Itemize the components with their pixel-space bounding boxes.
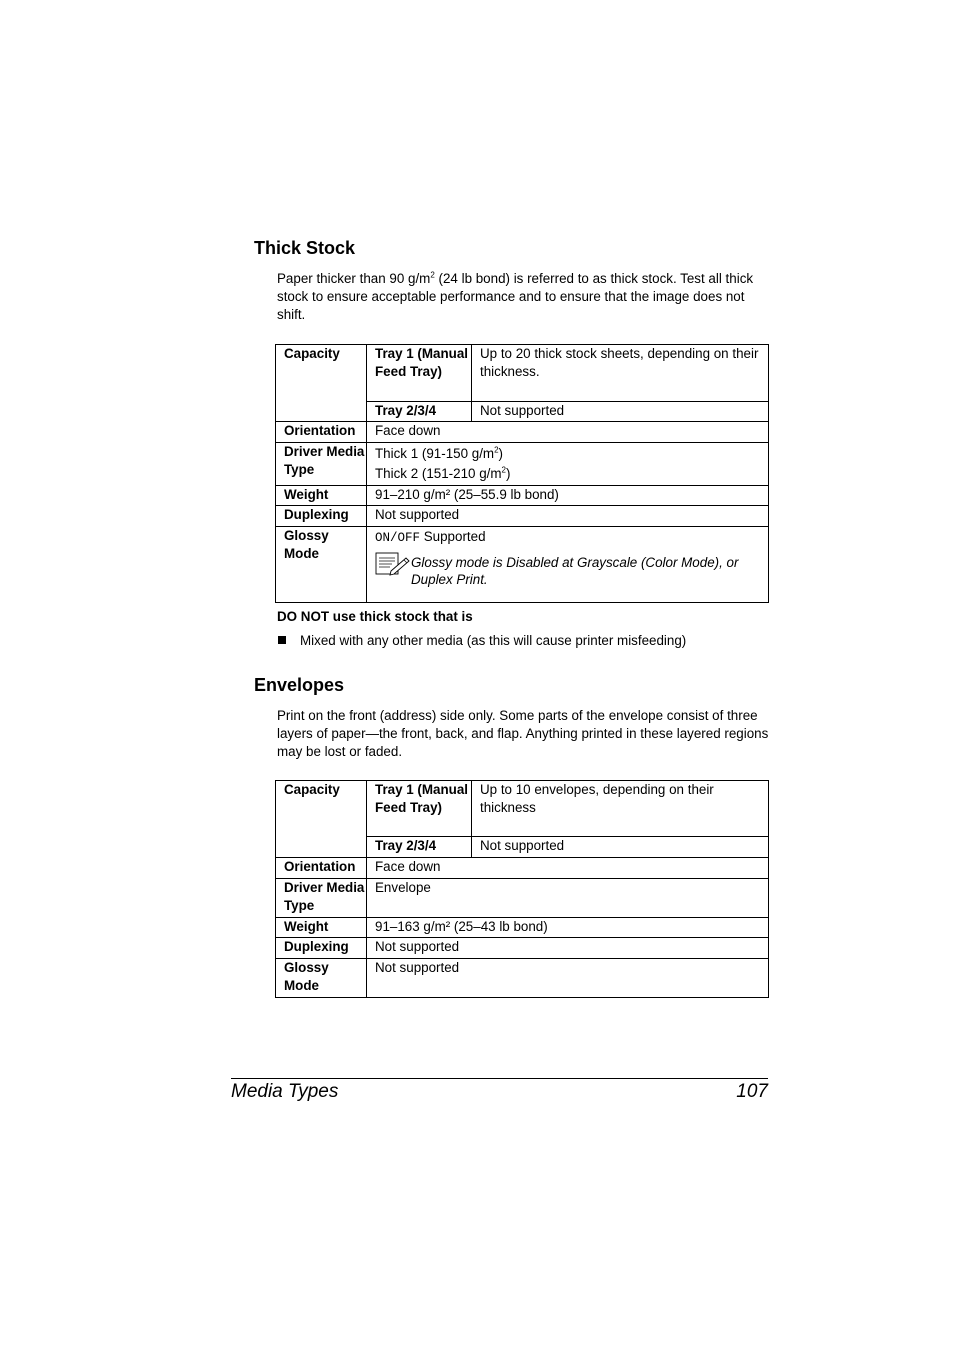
weight-value: 91–210 g/m² (25–55.9 lb bond) [367,486,769,506]
thick-stock-intro: Paper thicker than 90 $g/m^2$ (24 lb bond) is referred to as thick stock. Test all thick stock to ensure acceptable performance and to ensure that the image does not shift. [277,270,754,322]
note-pad-icon [375,551,411,577]
table-row [276,858,769,879]
orientation-label: Orientation [276,422,367,443]
tray234-label: Tray 2/3/4 [367,837,472,858]
glossy-note [375,554,768,592]
envelopes-spec-table [275,780,769,998]
thick-stock-spec-table [275,344,769,603]
table-row [276,486,769,506]
driver-media-type-label: Driver Media Type [276,443,367,486]
tray234-value: Not supported [472,837,769,858]
footer-title: Media Types [231,1081,339,1102]
glossy-note-text: Glossy mode is Disabled at Grayscale (Color Mode), or Duplex Print. [411,554,739,587]
table-row [276,879,769,918]
tray1-value: Up to 20 thick stock sheets, depending on their thickness. [472,345,769,402]
glossy-mode-value: ON/OFF Supported Glossy mode is Disabled at Grayscale (Color Mode), or Duplex Print. [367,527,769,603]
section-heading-thick-stock: Thick Stock [254,238,356,258]
duplexing-value: Not supported [367,506,769,527]
driver-media-type-value: Envelope [367,879,769,918]
orientation-value: Face down [367,858,769,879]
warning-heading: DO NOT use thick stock that is [277,609,473,624]
bullet-square-icon [278,636,286,644]
tray1-value: Up to 10 envelopes, depending on their thickness [472,781,769,837]
driver-media-type-label: Driver Media Type [276,879,367,918]
envelopes-intro: Print on the front (address) side only. Some parts of the envelope consist of three layers of paper—the front, back, and flap. Anything printed in these layered regions may be lost or faded. [277,708,769,759]
list-item: Mixed with any other media (as this will cause printer misfeeding) [278,632,686,650]
table-row [276,918,769,938]
duplexing-label: Duplexing [276,506,367,527]
glossy-mode-value: Not supported [367,959,769,998]
capacity-label: Capacity [276,781,367,858]
table-row [276,506,769,527]
driver-media-type-value [367,443,769,486]
table-row [276,781,769,837]
tray1-label: Tray 1 (Manual Feed Tray) [367,345,472,402]
section-heading-envelopes: Envelopes [254,675,345,695]
tray1-label: Tray 1 (Manual Feed Tray) [367,781,472,837]
weight-label: Weight [276,486,367,506]
glossy-mode-label: Glossy Mode [276,527,367,603]
capacity-label: Capacity [276,345,367,422]
table-row [276,938,769,959]
page-number: 107 [736,1081,768,1102]
orientation-label: Orientation [276,858,367,879]
table-row [276,345,769,402]
footer-rule [231,1078,768,1079]
duplexing-value: Not supported [367,938,769,959]
table-row [276,422,769,443]
duplexing-label: Duplexing [276,938,367,959]
driver-option-thick1: Thick 1 (91-150 $g/m^2$) [375,445,503,461]
weight-value: 91–163 g/m² (25–43 lb bond) [367,918,769,938]
orientation-value: Face down [367,422,769,443]
table-row [276,443,769,486]
tray234-value: Not supported [472,402,769,422]
tray234-label: Tray 2/3/4 [367,402,472,422]
weight-label: Weight [276,918,367,938]
glossy-onoff-code: ON/OFF [375,531,421,545]
driver-option-thick2: Thick 2 (151-210 $g/m^2$) [375,465,511,481]
glossy-mode-label: Glossy Mode [276,959,367,998]
table-row [276,527,769,603]
table-row [276,959,769,998]
